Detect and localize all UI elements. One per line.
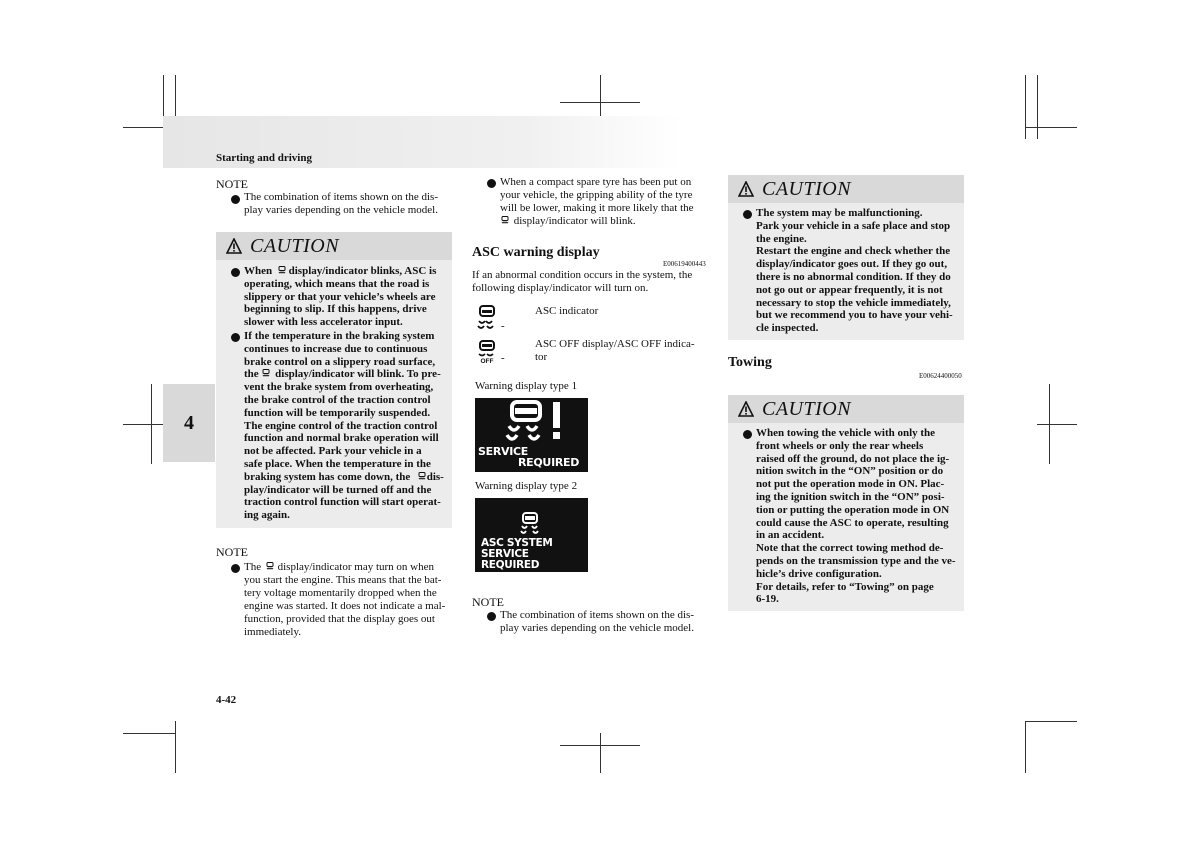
text-line: function and normal brake operation will xyxy=(244,432,439,445)
caution-header xyxy=(728,175,964,203)
text-line: the display/indicator will blink. To pre- xyxy=(244,368,441,381)
text-line: tor xyxy=(535,351,548,363)
text-line: raised off the ground, do not place the ig- xyxy=(756,452,950,465)
text-line: brake control on a slippery road surface, xyxy=(244,355,436,368)
display-line: REQUIRED xyxy=(518,456,580,469)
note-label: NOTE xyxy=(216,545,248,559)
text-line: slippery or that your vehicle’s wheels are xyxy=(244,290,436,303)
section-title: Starting and driving xyxy=(216,152,312,164)
text-line: Restart the engine and check whether the xyxy=(756,245,951,258)
text-line: ing again. xyxy=(244,509,290,522)
display-line: ASC SYSTEM xyxy=(481,537,553,549)
asc-icon xyxy=(262,369,270,379)
bullet-dot xyxy=(231,195,240,204)
text-line: play varies depending on the vehicle model. xyxy=(500,622,694,634)
bullet-dot xyxy=(231,333,240,342)
caution-item xyxy=(244,265,448,329)
text-line: display/indicator goes out. If they go out, xyxy=(756,258,948,271)
display-line: SERVICE REQUIRED xyxy=(481,548,540,571)
text-line: continues to increase due to continuous xyxy=(244,342,428,355)
display-text xyxy=(481,538,588,571)
text-line: vent the brake system from overheating, xyxy=(244,381,434,394)
asc-off-label xyxy=(535,338,710,364)
text-line: the brake control of the traction control xyxy=(244,393,431,406)
text-line: play varies depending on the vehicle model. xyxy=(244,204,438,216)
text-line: pends on the transmission type and the ve- xyxy=(756,554,956,567)
asc-off-icon-text: OFF xyxy=(480,358,494,364)
bullet-dot xyxy=(231,268,240,277)
text-line: in an accident. xyxy=(756,529,825,542)
text-line: following display/indicator will turn on. xyxy=(472,282,649,294)
text-line: play/indicator will be turned off and the xyxy=(244,483,432,496)
bullet-dot xyxy=(743,210,752,219)
text-line: 6-19. xyxy=(756,593,779,606)
text-line: When a compact spare tyre has been put on xyxy=(500,176,692,188)
text-line: not go out or appear frequently, it is not xyxy=(756,283,943,296)
text-line: braking system has come down, the dis- xyxy=(244,470,444,483)
warning-display-caption: Warning display type 2 xyxy=(475,480,578,492)
warning-triangle-icon xyxy=(226,238,242,254)
text-line: not put the operation mode in ON. Plac- xyxy=(756,478,945,491)
text-line: traction control function will start operat- xyxy=(244,496,441,509)
text-line: cle inspected. xyxy=(756,322,819,335)
caution-title: CAUTION xyxy=(250,234,340,257)
text-line: there is no abnormal condition. If they do xyxy=(756,270,951,283)
text-line: not be affected. Park your vehicle in a xyxy=(244,445,422,458)
indicator-dash: - xyxy=(501,320,505,332)
text-line: For details, refer to “Towing” on page xyxy=(756,580,934,593)
section-heading: Towing xyxy=(728,355,772,370)
text-line: immediately. xyxy=(244,626,302,638)
warning-display-type2 xyxy=(475,498,588,572)
asc-indicator-icon xyxy=(476,305,498,331)
warning-display-caption: Warning display type 1 xyxy=(475,380,578,392)
text-line: could cause the ASC to operate, resulting xyxy=(756,516,949,529)
text-line: function will be temporarily suspended. xyxy=(244,406,431,419)
asc-icon xyxy=(418,472,426,482)
text-line: nition switch in the “ON” position or do xyxy=(756,465,944,478)
warning-triangle-icon xyxy=(738,401,754,417)
warning-display-type1 xyxy=(475,398,588,472)
text-line: beginning to slip. If this happens, drive xyxy=(244,303,427,316)
text-line: front wheels or only the rear wheels xyxy=(756,439,924,452)
reference-code: E00619400443 xyxy=(663,260,706,268)
text-line: If an abnormal condition occurs in the system, the xyxy=(472,269,693,281)
text-line: If the temperature in the braking system xyxy=(244,330,435,342)
text-line: When display/indicator blinks, ASC is xyxy=(244,265,437,277)
text-line: The engine control of the traction control xyxy=(244,419,438,432)
caution-title: CAUTION xyxy=(762,397,852,420)
display-text xyxy=(478,446,579,468)
caution-item xyxy=(756,427,960,606)
text-line: tery voltage momentarily dropped when the xyxy=(244,587,437,599)
bullet-dot xyxy=(487,612,496,621)
bullet-dot xyxy=(743,430,752,439)
asc-icon xyxy=(278,266,286,276)
text-line: The combination of items shown on the dis- xyxy=(244,191,438,203)
text-line: display/indicator will blink. xyxy=(500,215,636,227)
note-label: NOTE xyxy=(472,595,504,609)
note-text xyxy=(244,191,452,217)
indicator-dash: - xyxy=(501,352,505,364)
asc-icon xyxy=(501,216,509,226)
asc-off-icon xyxy=(476,340,498,364)
text-line: ing the ignition switch in the “ON” posi- xyxy=(756,490,945,503)
chapter-number: 4 xyxy=(184,411,194,434)
text-line: hicle’s drive configuration. xyxy=(756,567,882,580)
text-line: slower with less accelerator input. xyxy=(244,316,403,329)
note-text xyxy=(500,609,708,635)
text-line: but we recommend you to have your vehi- xyxy=(756,309,953,322)
caution-header xyxy=(728,395,964,423)
text-line: operating, which means that the road is xyxy=(244,277,430,290)
note-text xyxy=(244,561,452,639)
text-line: will be lower, making it more likely that the xyxy=(500,202,694,214)
text-line: Note that the correct towing method de- xyxy=(756,542,944,555)
bullet-dot xyxy=(487,179,496,188)
text-line: ASC OFF display/ASC OFF indica- xyxy=(535,338,695,350)
text-line: necessary to stop the vehicle immediately, xyxy=(756,296,951,309)
caution-item xyxy=(244,330,448,522)
text-line: your vehicle, the gripping ability of the tyre xyxy=(500,189,693,201)
intro-text xyxy=(472,269,712,295)
text-line: function, provided that the display goes out xyxy=(244,613,435,625)
text-line: the engine. xyxy=(756,232,807,245)
section-heading: ASC warning display xyxy=(472,245,600,260)
bullet-text xyxy=(500,176,708,228)
text-line: Park your vehicle in a safe place and stop xyxy=(756,219,951,232)
reference-code: E00624400050 xyxy=(919,372,962,380)
asc-icon xyxy=(266,562,274,572)
caution-title: CAUTION xyxy=(762,177,852,200)
caution-header xyxy=(216,232,452,260)
bullet-dot xyxy=(231,564,240,573)
text-line: safe place. When the temperature in the xyxy=(244,457,431,470)
text-line: The display/indicator may turn on when xyxy=(244,561,435,573)
warning-triangle-icon xyxy=(738,181,754,197)
text-line: When towing the vehicle with only the xyxy=(756,427,936,439)
text-line: you start the engine. This means that the bat- xyxy=(244,574,442,586)
asc-indicator-label: ASC indicator xyxy=(535,305,599,317)
chapter-tab xyxy=(163,384,215,462)
page-number: 4-42 xyxy=(216,694,237,706)
note-label: NOTE xyxy=(216,177,248,191)
text-line: The combination of items shown on the dis- xyxy=(500,609,694,621)
caution-item xyxy=(756,207,960,335)
text-line: The system may be malfunctioning. xyxy=(756,207,923,219)
text-line: tion or putting the operation mode in ON xyxy=(756,503,950,516)
display-line: SERVICE xyxy=(478,445,528,458)
text-line: engine was started. It does not indicate a mal- xyxy=(244,600,446,612)
